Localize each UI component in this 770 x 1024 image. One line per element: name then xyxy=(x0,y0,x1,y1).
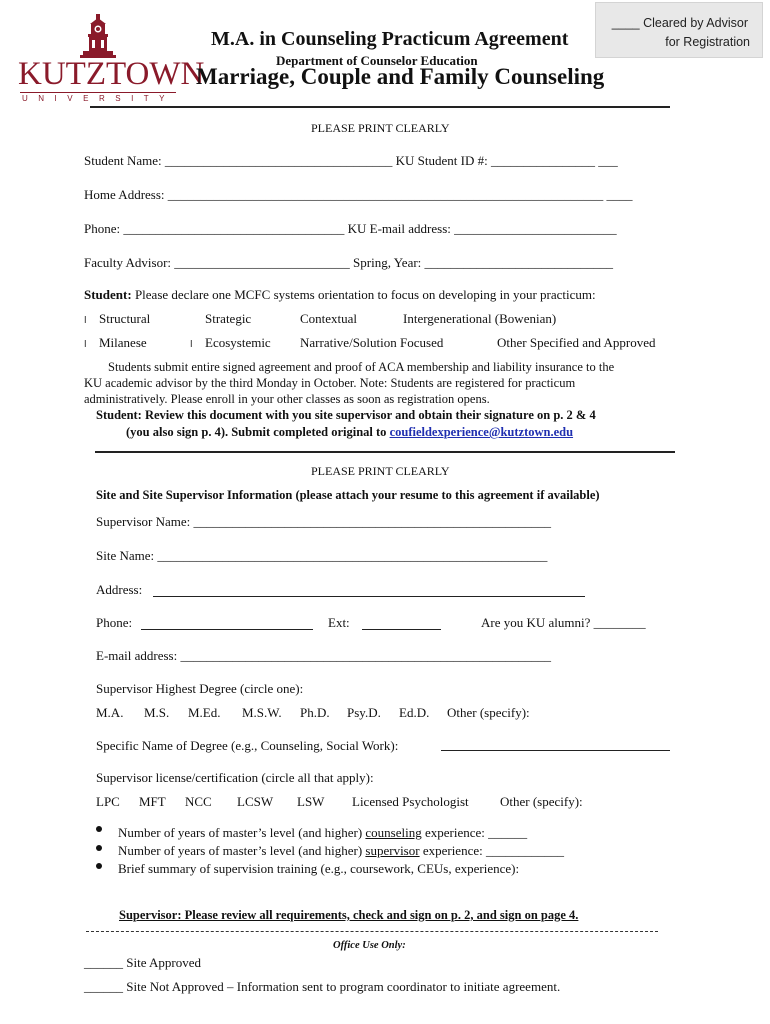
bullet-icon xyxy=(96,826,102,832)
bullet-text: experience: ____________ xyxy=(419,843,564,858)
header-divider xyxy=(90,106,670,108)
degree-name-field[interactable] xyxy=(441,750,670,751)
bullet-text: experience: ______ xyxy=(421,825,528,840)
supervisor-phone-field[interactable] xyxy=(141,629,313,630)
degree-psyd[interactable]: Psy.D. xyxy=(347,705,381,720)
checkbox-structural[interactable] xyxy=(84,311,87,327)
document-title: M.A. in Counseling Practicum Agreement xyxy=(211,28,569,50)
orientation-milanese: Milanese xyxy=(99,335,147,350)
for-registration-label: for Registration xyxy=(665,35,750,49)
license-other[interactable]: Other (specify): xyxy=(500,794,583,809)
license-mft[interactable]: MFT xyxy=(139,794,166,809)
highest-degree-label: Supervisor Highest Degree (circle one): xyxy=(96,681,304,696)
degree-ma[interactable]: M.A. xyxy=(96,705,124,720)
license-psychologist[interactable]: Licensed Psychologist xyxy=(352,794,469,809)
orientation-instruction-text: Please declare one MCFC systems orientation to focus on developing in your practicum: xyxy=(131,287,596,302)
student-review-line-2 xyxy=(126,425,573,440)
supervision-training-field[interactable]: Brief summary of supervision training (e.g., coursework, CEUs, experience): xyxy=(118,861,520,876)
clock-tower-icon xyxy=(80,14,116,58)
cleared-by-advisor-box xyxy=(595,2,763,58)
university-logo xyxy=(18,14,205,103)
license-lcsw[interactable]: LCSW xyxy=(237,794,274,809)
bullet-text: Number of years of master’s level (and higher) xyxy=(118,843,366,858)
degree-ms[interactable]: M.S. xyxy=(144,705,170,720)
bullet-emphasis: supervisor xyxy=(365,843,420,858)
orientation-other: Other Specified and Approved xyxy=(497,335,656,350)
counseling-years-field[interactable] xyxy=(118,825,527,841)
checkbox-icon: l xyxy=(84,316,87,326)
address-field[interactable] xyxy=(153,596,585,597)
section-divider xyxy=(95,451,675,453)
logo-divider xyxy=(20,92,176,93)
email-link[interactable]: coufieldexperience@kutztown.edu xyxy=(389,425,574,439)
supervisor-note: Supervisor: Please review all requirements, check and sign on p. 2, and sign on page 4. xyxy=(119,908,579,922)
student-review-text: (you also sign p. 4). Submit completed original to xyxy=(126,425,390,439)
office-divider xyxy=(86,931,658,932)
site-not-approved-field[interactable]: ______ Site Not Approved – Information sent to program coordinator to initiate agreement. xyxy=(84,979,561,994)
degree-other[interactable]: Other (specify): xyxy=(447,705,530,720)
orientation-instruction xyxy=(84,287,596,303)
logo-subtext: UNIVERSITY xyxy=(22,94,176,103)
student-label: Student: xyxy=(84,287,132,302)
instructions-line-2: KU academic advisor by the third Monday in October. Note: Students are registered for practicum xyxy=(84,376,576,390)
supervisor-name-field[interactable]: Supervisor Name: _______________________________________________________ xyxy=(96,514,551,529)
phone-email-field[interactable]: Phone: __________________________________ KU E-mail address: _________________________ xyxy=(84,221,617,236)
degree-phd[interactable]: Ph.D. xyxy=(300,705,330,720)
bullet-icon xyxy=(96,845,102,851)
home-address-field[interactable]: Home Address: ___________________________________________________________________ ____ xyxy=(84,187,633,202)
orientation-structural: Structural xyxy=(99,311,151,326)
license-label: Supervisor license/certification (circle all that apply): xyxy=(96,770,374,785)
ext-label: Ext: xyxy=(328,615,350,630)
degree-msw[interactable]: M.S.W. xyxy=(242,705,282,720)
site-name-field[interactable]: Site Name: ____________________________________________________________ xyxy=(96,548,548,563)
degree-edd[interactable]: Ed.D. xyxy=(399,705,430,720)
site-approved-field[interactable]: ______ Site Approved xyxy=(84,955,201,970)
faculty-advisor-field[interactable]: Faculty Advisor: ___________________________ Spring, Year: _____________________________ xyxy=(84,255,614,270)
print-clearly-label: PLEASE PRINT CLEARLY xyxy=(311,121,450,135)
license-lpc[interactable]: LPC xyxy=(96,794,120,809)
site-section-heading: Site and Site Supervisor Information (please attach your resume to this agreement if available) xyxy=(96,488,600,502)
address-label: Address: xyxy=(96,582,143,597)
license-ncc[interactable]: NCC xyxy=(185,794,212,809)
checkbox-milanese[interactable] xyxy=(84,335,87,351)
license-lsw[interactable]: LSW xyxy=(297,794,325,809)
orientation-contextual: Contextual xyxy=(300,311,358,326)
orientation-strategic: Strategic xyxy=(205,311,252,326)
instructions-line-1: Students submit entire signed agreement and proof of ACA membership and liability insurance to the xyxy=(108,360,615,374)
supervisor-phone-label: Phone: xyxy=(96,615,133,630)
degree-med[interactable]: M.Ed. xyxy=(188,705,221,720)
checkbox-icon: l xyxy=(84,340,87,350)
office-use-label: Office Use Only: xyxy=(333,940,406,951)
bullet-text: Number of years of master’s level (and higher) xyxy=(118,825,366,840)
print-clearly-label-2: PLEASE PRINT CLEARLY xyxy=(311,464,450,478)
bullet-icon xyxy=(96,863,102,869)
logo-wordmark: KUTZTOWN xyxy=(18,56,205,92)
student-name-field[interactable]: Student Name: ___________________________________ KU Student ID #: ________________ ___ xyxy=(84,153,618,168)
checkbox-ecosystemic[interactable] xyxy=(190,335,193,351)
orientation-ecosystemic: Ecosystemic xyxy=(205,335,271,350)
supervisor-years-field[interactable] xyxy=(118,843,564,859)
checkbox-icon: l xyxy=(190,340,193,350)
ku-alumni-field[interactable]: Are you KU alumni? ________ xyxy=(481,615,646,630)
department-name: Department of Counselor Education xyxy=(276,53,478,68)
program-name: Marriage, Couple and Family Counseling xyxy=(196,64,605,89)
degree-name-label: Specific Name of Degree (e.g., Counseling, Social Work): xyxy=(96,738,399,753)
student-review-line-1: Student: Review this document with you site supervisor and obtain their signature on p. 2 & 4 xyxy=(96,408,596,422)
orientation-intergenerational: Intergenerational (Bowenian) xyxy=(403,311,557,326)
supervisor-email-field[interactable]: E-mail address: _________________________________________________________ xyxy=(96,648,551,663)
instructions-line-3: administratively. Please enroll in your other classes as soon as registration opens. xyxy=(84,392,490,406)
cleared-by-advisor-label: ____ Cleared by Advisor xyxy=(611,16,748,30)
ext-field[interactable] xyxy=(362,629,441,630)
bullet-emphasis: counseling xyxy=(365,825,422,840)
orientation-narrative: Narrative/Solution Focused xyxy=(300,335,444,350)
